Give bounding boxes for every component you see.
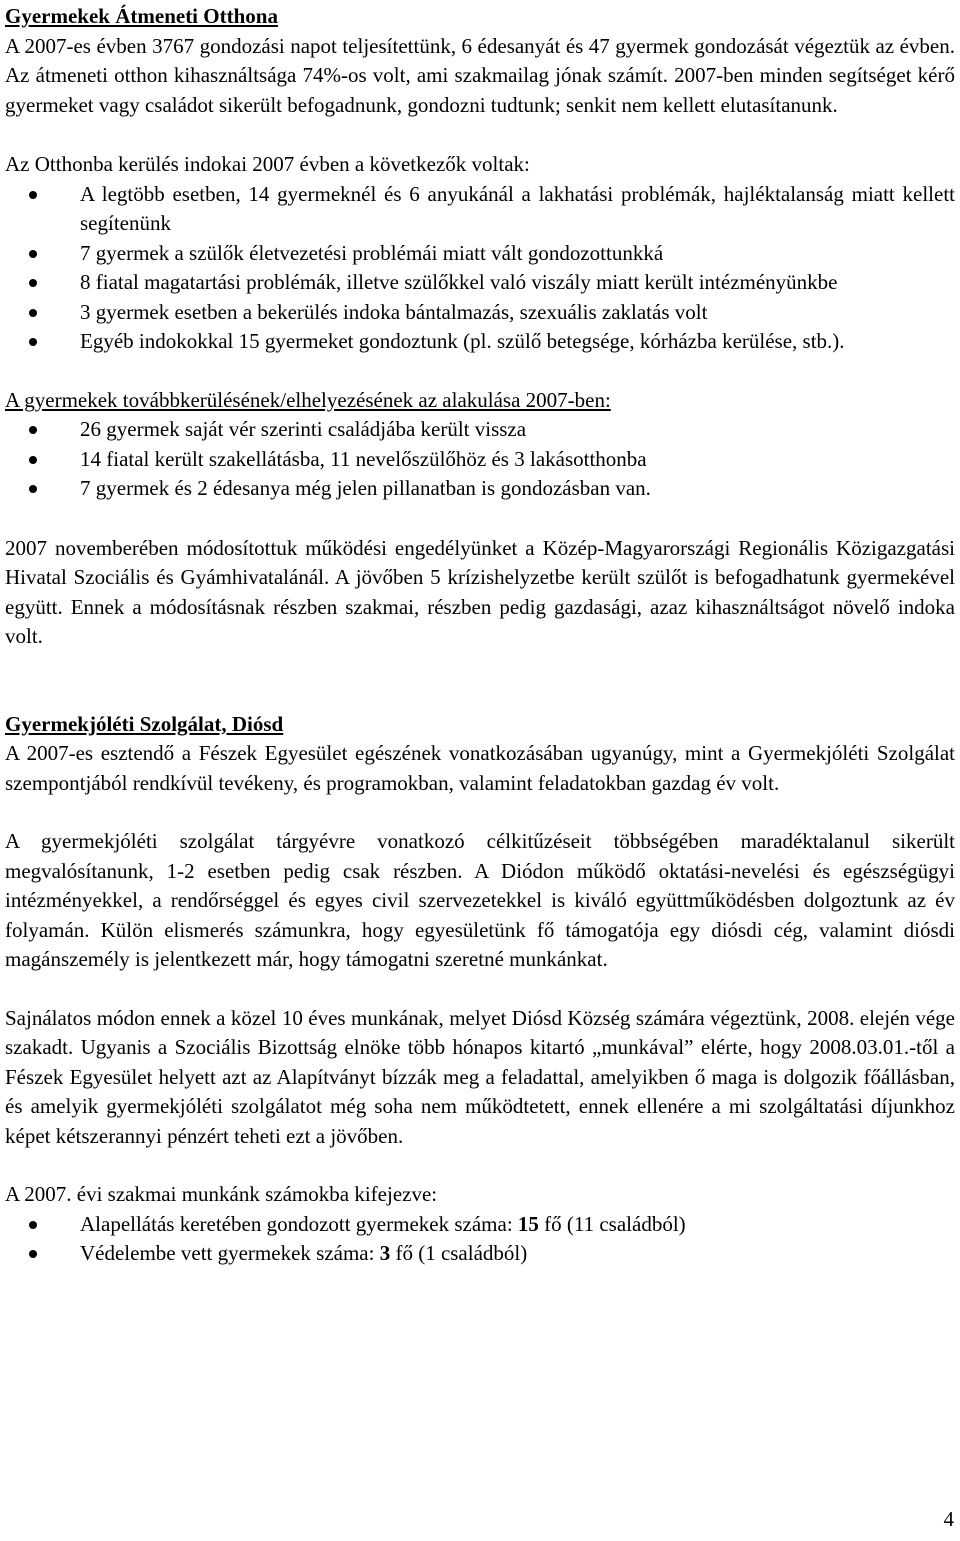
spacer (5, 504, 955, 534)
spacer (5, 652, 955, 710)
paragraph-1: A 2007-es esztendő a Fészek Egyesület egészének vonatkozásában ugyanúgy, mint a Gyermekjóléti Szolgálat szempontjából rendkívül tevékeny, és programokban, valamint feladatokban gazdag év volt. (5, 741, 955, 795)
document-page (5, 2, 955, 1269)
list-item: Alapellátás keretében gondozott gyermekek száma: 15 fő (11 családból) (5, 1210, 955, 1240)
list-item: 8 fiatal magatartási problémák, illetve szülőkkel való viszály miatt került intézményünkbe (5, 268, 955, 298)
page-number: 4 (943, 1507, 954, 1531)
list-item: 3 gyermek esetben a bekerülés indoka bántalmazás, szexuális zaklatás volt (5, 298, 955, 328)
bullet-icon (29, 456, 37, 464)
bullet-icon (29, 250, 37, 258)
paragraph-license: 2007 novemberében módosítottuk működési engedélyünket a Közép-Magyarországi Regionális Közigazgatási Hivatal Szociális és Gyámhivatalánál. A jövőben 5 krízishelyzetbe került szülőt is befogadhatunk gyermekével együtt. Ennek a módosításnak részben szakmai, részben pedig gazdasági, azaz kihasználtságot növelő indoka volt. (5, 535, 955, 648)
stats-intro: A 2007. évi szakmai munkánk számokba kifejezve: (5, 1182, 438, 1206)
placements-list (5, 415, 955, 504)
placement-heading: A gyermekek továbbkerülésének/elhelyezésének az alakulása 2007-ben: (5, 387, 611, 412)
bullet-icon (29, 309, 37, 317)
paragraph-2: A gyermekjóléti szolgálat tárgyévre vonatkozó célkitűzéseit többségében maradéktalanul sikerült megvalósítanunk, 1-2 esetben pedig csak részben. A Diódon működő oktatási-nevelési és egészségügyi intézményekkel, a rendőrséggel és egyes civil szervezetekkel is kiváló együttműködésben dolgoztunk az év folyamán. Külön elismerés számunkra, hogy egyesületünk fő támogatója egy diósdi cég, valamint diósdi magánszemély is jelentkezett már, hogy támogatni szeretné munkánkat. (5, 829, 955, 971)
list-item: 7 gyermek a szülők életvezetési problémái miatt vált gondozottunkká (5, 239, 955, 269)
spacer (5, 357, 955, 386)
spacer (5, 1151, 955, 1180)
spacer (5, 798, 955, 827)
list-item: A legtöbb esetben, 14 gyermeknél és 6 anyukánál a lakhatási problémák, hajléktalanság miatt kellett segítenünk (5, 180, 955, 239)
section-title-atmeneti-otthon: Gyermekek Átmeneti Otthona (5, 4, 278, 28)
bullet-icon (29, 338, 37, 346)
list-item: Egyéb indokokkal 15 gyermeket gondoztunk (pl. szülő betegsége, kórházba kerülése, stb.). (5, 327, 955, 357)
paragraph-3: Sajnálatos módon ennek a közel 10 éves munkának, melyet Diósd Község számára végeztünk, 2008. elején vége szakadt. Ugyanis a Szociális Bizottság elnöke több hónapos kitartó „munkával” elérte, hogy 2008.03.01.-től a Fészek Egyesület helyett azt az Alapítványt bízzák meg a feladattal, amelyikben ő maga is dolgozik főállásban, és amelyik gyermekjóléti szolgálatot még soha nem működtetett, ennek ellenére a mi szolgáltatási díjunkhoz képet kétszerannyi pénzért teheti ezt a jövőben. (5, 1005, 955, 1148)
list-item: 7 gyermek és 2 édesanya még jelen pillanatban is gondozásban van. (5, 474, 955, 504)
spacer (5, 120, 955, 150)
bullet-icon (29, 279, 37, 287)
stats-list (5, 1210, 955, 1269)
bullet-icon (29, 1221, 37, 1229)
paragraph-intro: A 2007-es évben 3767 gondozási napot teljesítettünk, 6 édesanyát és 47 gyermek gondozását végeztük az évben. Az átmeneti otthon kihasználtsága 74%-os volt, ami szakmailag jónak számít. 2007-ben minden segítséget kérő gyermeket vagy családot sikerült befogadnunk, gondozni tudtunk; senkit nem kellett elutasítanunk. (5, 33, 955, 117)
reasons-list (5, 180, 955, 357)
spacer (5, 975, 955, 1004)
bullet-icon (29, 426, 37, 434)
list-item: Védelembe vett gyermekek száma: 3 fő (1 családból) (5, 1239, 955, 1269)
section-title-gyermekjoleti: Gyermekjóléti Szolgálat, Diósd (5, 711, 284, 736)
bullet-icon (29, 485, 37, 493)
stat-value: 15 (517, 1211, 539, 1236)
stat-value: 3 (379, 1241, 391, 1265)
bullet-icon (29, 191, 37, 199)
bullet-icon (29, 1250, 37, 1258)
list-item: 26 gyermek saját vér szerinti családjába került vissza (5, 415, 955, 445)
list-item: 14 fiatal került szakellátásba, 11 nevelőszülőhöz és 3 lakásotthonba (5, 445, 955, 475)
reasons-heading: Az Otthonba kerülés indokai 2007 évben a következők voltak: (5, 152, 530, 176)
